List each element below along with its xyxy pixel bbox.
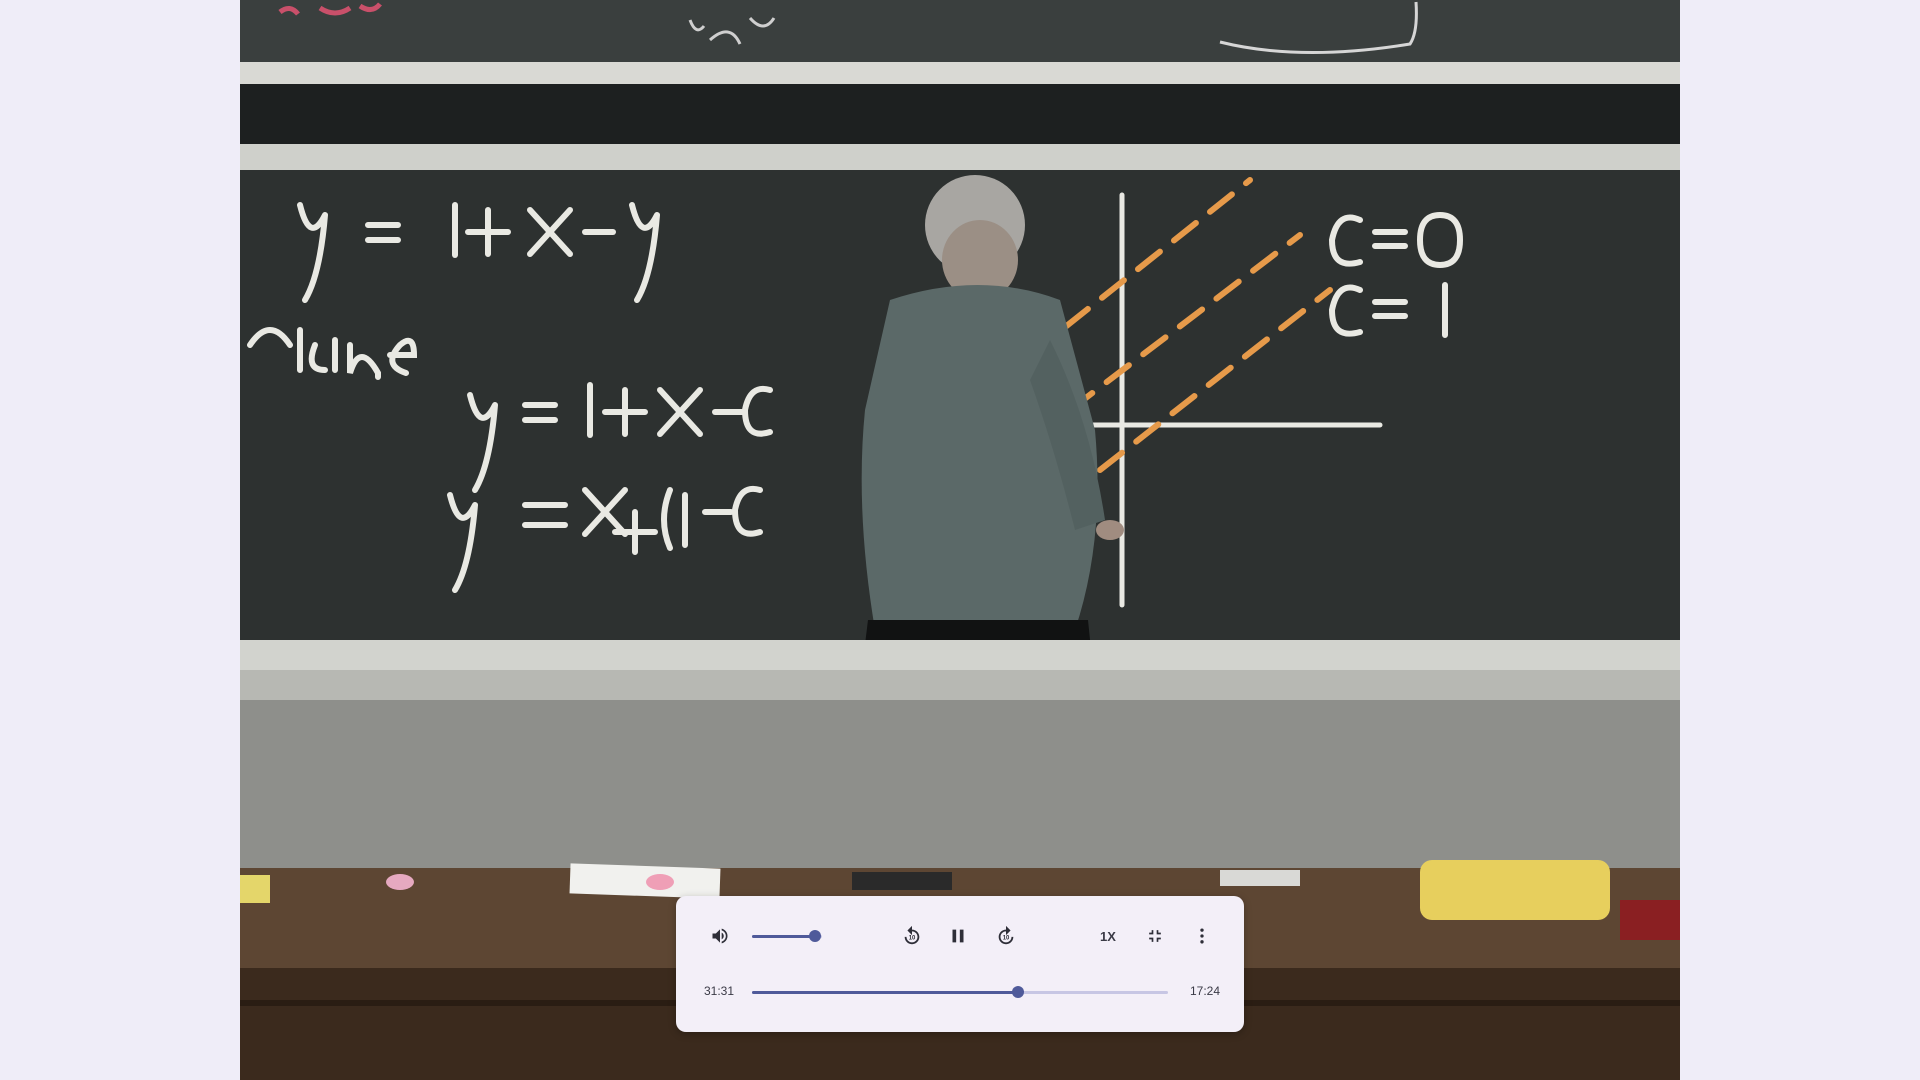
pause-icon	[947, 925, 969, 947]
volume-slider-thumb[interactable]	[809, 930, 821, 942]
volume-slider[interactable]	[752, 935, 822, 938]
more-options-button[interactable]	[1184, 918, 1220, 954]
seek-bar[interactable]	[752, 991, 1168, 994]
rewind-10-button[interactable]	[894, 918, 930, 954]
total-time: 17:24	[1190, 984, 1221, 998]
exit-fullscreen-button[interactable]	[1137, 918, 1173, 954]
playback-speed-button[interactable]	[1090, 918, 1126, 954]
pause-button[interactable]	[940, 918, 976, 954]
more-vert-icon	[1192, 926, 1212, 946]
fullscreen-exit-icon	[1145, 926, 1165, 946]
seek-bar-thumb[interactable]	[1012, 986, 1024, 998]
forward-10-icon	[995, 925, 1017, 947]
playback-speed-label: 1X	[1100, 928, 1116, 944]
replay-10-icon	[901, 925, 923, 947]
volume-up-icon	[710, 926, 730, 946]
mute-button[interactable]	[702, 918, 738, 954]
forward-10-button[interactable]	[988, 918, 1024, 954]
volume-slider-fill	[752, 935, 815, 938]
player-controls	[676, 896, 1244, 1032]
svg-text:10: 10	[908, 935, 916, 942]
svg-text:10: 10	[1002, 935, 1010, 942]
elapsed-time: 31:31	[704, 984, 735, 998]
seek-bar-fill	[752, 991, 1018, 994]
